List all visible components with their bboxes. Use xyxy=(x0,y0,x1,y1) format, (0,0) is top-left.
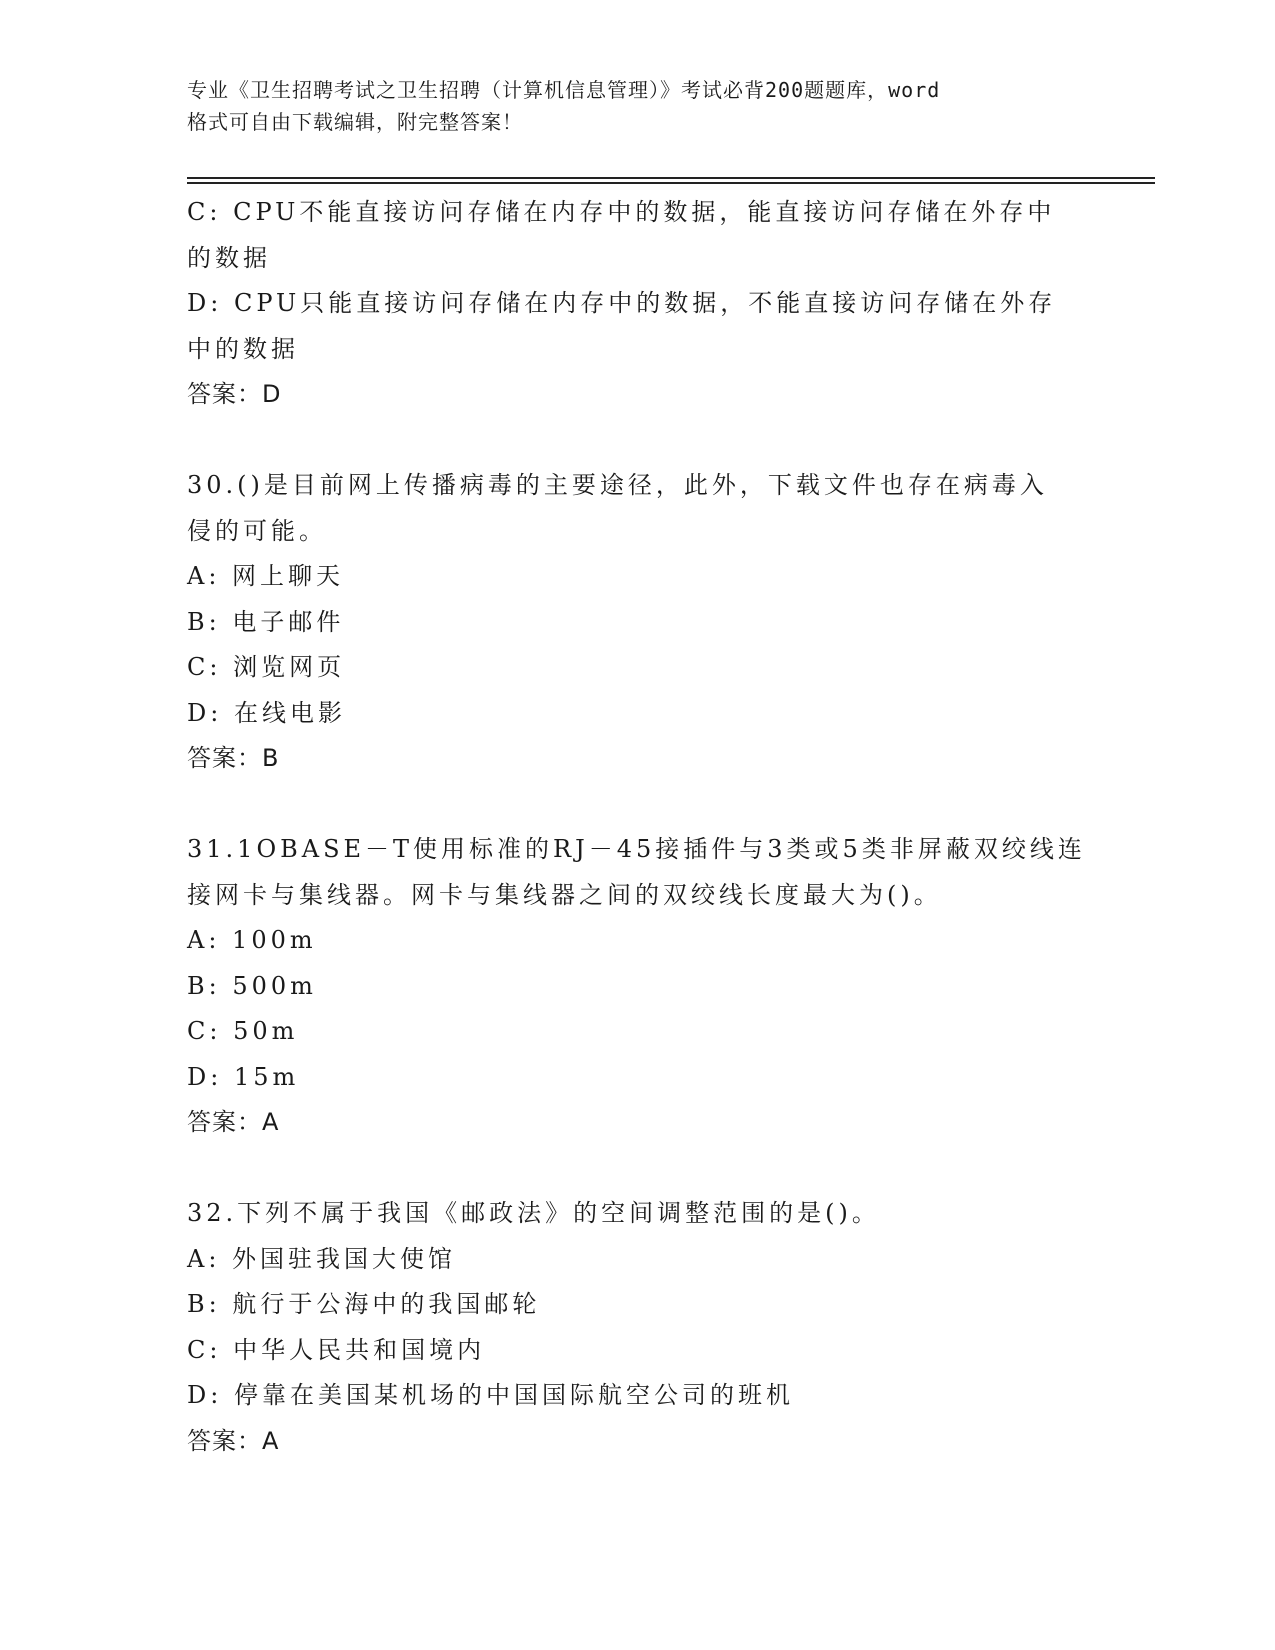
option-a: A: 100m xyxy=(187,926,317,954)
question-30 xyxy=(187,463,1087,782)
question-stem-continued: 侵的可能。 xyxy=(187,516,327,545)
option-b: B: 500m xyxy=(187,971,317,1000)
option-c-line-continued: 的数据 xyxy=(187,243,271,272)
document-header xyxy=(187,74,1087,138)
answer-line: 答案：A xyxy=(187,1426,280,1455)
option-d: D: 15m xyxy=(187,1062,300,1091)
header-divider-top xyxy=(187,177,1155,179)
option-d-line-continued: 中的数据 xyxy=(187,334,299,363)
option-d-line: D: CPU只能直接访问存储在内存中的数据，不能直接访问存储在外存 xyxy=(187,289,1057,317)
header-divider-bottom xyxy=(187,182,1155,184)
option-c: C: 浏览网页 xyxy=(187,653,346,681)
document-body xyxy=(187,190,1087,1464)
spacer xyxy=(187,782,1087,828)
header-title-line: 专业《卫生招聘考试之卫生招聘（计算机信息管理）》考试必背200题题库，word xyxy=(187,78,941,102)
option-b: B: 航行于公海中的我国邮轮 xyxy=(187,1290,541,1318)
option-c: C: 50m xyxy=(187,1017,299,1045)
option-b: B: 电子邮件 xyxy=(187,607,345,636)
option-d: D: 停靠在美国某机场的中国国际航空公司的班机 xyxy=(187,1381,794,1409)
option-d: D: 在线电影 xyxy=(187,698,346,727)
question-stem: 32.下列不属于我国《邮政法》的空间调整范围的是()。 xyxy=(187,1199,880,1227)
answer-line: 答案：A xyxy=(187,1108,280,1136)
answer-line: 答案：B xyxy=(187,744,280,772)
question-stem: 30.()是目前网上传播病毒的主要途径，此外，下载文件也存在病毒入 xyxy=(187,471,1048,499)
option-c: C: 中华人民共和国境内 xyxy=(187,1335,486,1364)
question-31 xyxy=(187,827,1087,1146)
option-a: A: 外国驻我国大使馆 xyxy=(187,1244,457,1273)
question-29-tail xyxy=(187,190,1087,418)
option-a: A: 网上聊天 xyxy=(187,562,345,590)
question-stem: 31.1OBASE－T使用标准的RJ－45接插件与3类或5类非屏蔽双绞线连 xyxy=(187,835,1086,863)
spacer xyxy=(187,1146,1087,1192)
header-subtitle-line: 格式可自由下载编辑，附完整答案！ xyxy=(187,110,523,134)
question-stem-continued: 接网卡与集线器。网卡与集线器之间的双绞线长度最大为()。 xyxy=(187,880,942,909)
answer-line: 答案：D xyxy=(187,380,282,408)
option-c-line: C: CPU不能直接访问存储在内存中的数据，能直接访问存储在外存中 xyxy=(187,198,1056,226)
question-32 xyxy=(187,1191,1087,1464)
spacer xyxy=(187,418,1087,464)
